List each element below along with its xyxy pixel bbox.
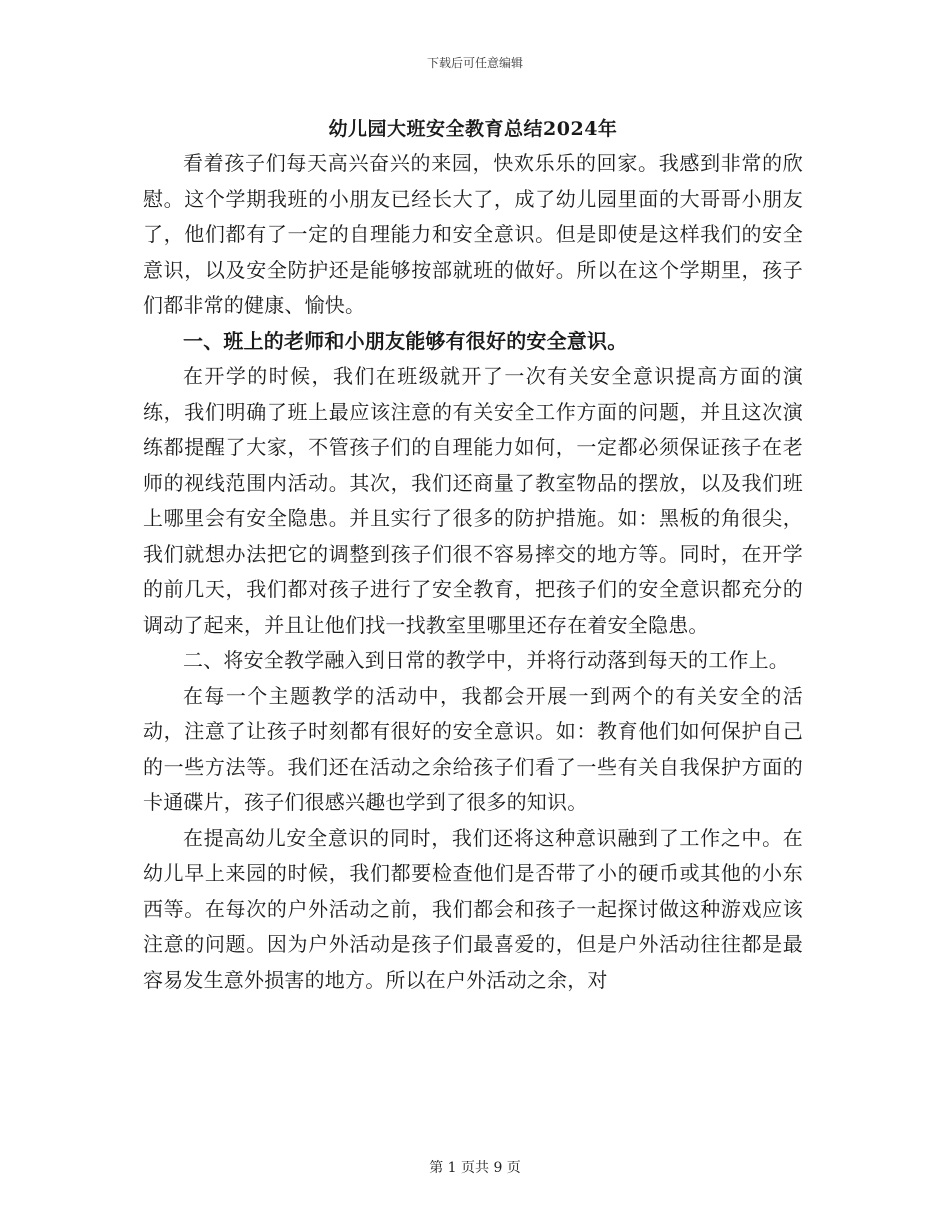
document-title: 幼儿园大班安全教育总结2024年	[328, 118, 618, 140]
paragraph-section-1: 在开学的时候，我们在班级就开了一次有关安全意识提高方面的演练，我们明确了班上最应该注意的有关安全工作方面的问题，并且这次演练都提醒了大家，不管孩子们的自理能力如何，一定都必须保证孩子在老师的视线范围内活动。其次，我们还商量了教室物品的摆放，以及我们班上哪里会有安全隐患。并且实行了很多的防护措施。如：黑板的角很尖，我们就想办法把它的调整到孩子们很不容易摔交的地方等。同时，在开学的前几天，我们都对孩子进行了安全教育，把孩子们的安全意识都充分的调动了起来，并且让他们找一找教室里哪里还存在着安全隐患。	[143, 364, 803, 637]
section-heading-1: 一、班上的老师和小朋友能够有很好的安全意识。	[183, 328, 628, 353]
section-heading-2: 二、将安全教学融入到日常的教学中，并将行动落到每天的工作上。	[183, 648, 789, 672]
paragraph-section-2b: 在提高幼儿安全意识的同时，我们还将这种意识融到了工作之中。在幼儿早上来园的时候，我们都要检查他们是否带了小的硬币或其他的小东西等。在每次的户外活动之前，我们都会和孩子一起探讨做这种游戏应该注意的问题。因为户外活动是孩子们最喜爱的，但是户外活动往往都是最容易发生意外损害的地方。所以在户外活动之余，对	[143, 825, 803, 992]
paragraph-intro: 看着孩子们每天高兴奋兴的来园，快欢乐乐的回家。我感到非常的欣慰。这个学期我班的小朋友已经长大了，成了幼儿园里面的大哥哥小朋友了，他们都有了一定的自理能力和安全意识。但是即使是这样我们的安全意识，以及安全防护还是能够按部就班的做好。所以在这个学期里，孩子们都非常的健康、愉快。	[143, 151, 803, 317]
paragraph-section-2a: 在每一个主题教学的活动中，我都会开展一到两个的有关安全的活动，注意了让孩子时刻都有很好的安全意识。如：教育他们如何保护自己的一些方法等。我们还在活动之余给孩子们看了一些有关自我保护方面的卡通碟片，孩子们很感兴趣也学到了很多的知识。	[143, 683, 803, 814]
document-body	[143, 112, 803, 998]
page-number-footer: 第 1 页共 9 页	[429, 1160, 521, 1176]
header-note: 下载后可任意编辑	[426, 56, 523, 70]
